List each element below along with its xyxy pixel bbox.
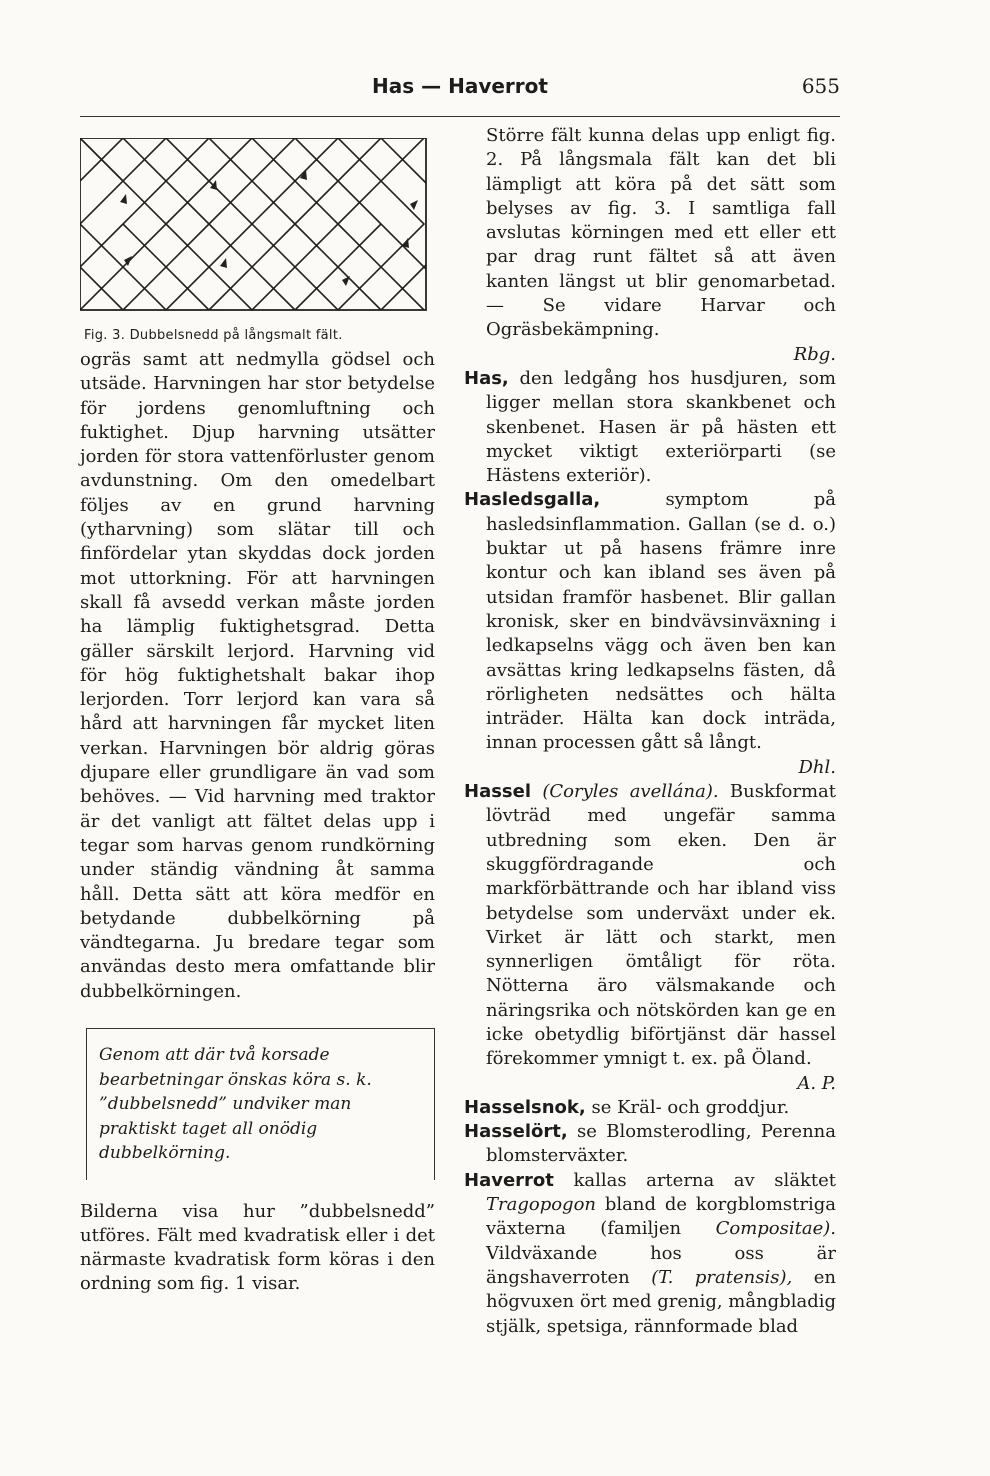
entry-hasledsgalla: [464, 488, 836, 755]
running-title: Has — Haverrot: [372, 74, 548, 98]
entry-has: [464, 367, 836, 488]
dubbelsnedd-paragraph: Bilderna visa hur ”dubbelsnedd” utföres. Fält med kvadratisk eller i det närmaste kvadratisk form köras i den ordning som fig. 1 visar.: [80, 1200, 435, 1295]
note-box: [86, 1028, 435, 1180]
left-column: [80, 124, 435, 1297]
entry-hasselort: [464, 1120, 836, 1169]
entry-hassel: [464, 780, 836, 1072]
haverrot-text-3: Vildväxande hos oss är ängshaverroten: [486, 1242, 836, 1288]
harvning-continuation: [464, 124, 836, 343]
entry-hassel-text: Buskformat lövträd med ungefär samma utbredning som eken. Den är skuggfördragande och markförbättrande och har ibland viss betydelse som underväxt under ek. Virket är lätt och starkt, men synnerligen ömtåligt för röta. Nötterna äro välsmakande och näringsrika och nötskörden kan ge en icke obetydlig biförtjänst där hassel förekommer ymnigt t. ex. på Öland.: [486, 781, 836, 1070]
signature-dhl: Dhl.: [798, 756, 836, 778]
figure-3: [80, 138, 435, 343]
haverrot-species: (T. pratensis),: [651, 1266, 793, 1288]
right-column: [464, 124, 836, 1339]
page-number: 655: [801, 74, 840, 98]
page-header: [80, 74, 840, 104]
haverrot-text-2: bland de korgblomstriga växterna (familjen: [486, 1194, 836, 1240]
headword-haverrot: Haverrot: [464, 1169, 554, 1191]
haverrot-family: Compositae).: [715, 1218, 836, 1240]
signature-rbg: Rbg.: [793, 343, 836, 365]
headword-hasledsgalla: Hasledsgalla,: [464, 489, 601, 511]
figure-caption: Fig. 3. Dubbelsnedd på långsmalt fält.: [84, 328, 343, 343]
signature-ap: A. P.: [797, 1072, 836, 1094]
haverrot-text-1: kallas arterna av släktet: [573, 1169, 836, 1191]
entry-hasselsnok: [464, 1096, 836, 1120]
entry-haverrot: [464, 1169, 836, 1339]
note-box-text: Genom att där två korsade bearbetningar önskas köra s. k. ”dubbelsnedd” undviker man praktiskt taget all onödig dubbelkörning.: [99, 1045, 372, 1164]
entry-has-text: den ledgång hos husdjuren, som ligger mellan stora skankbenet och skenbenet. Hasen är på hästen ett mycket viktigt exteriörparti (se Hästens exteriör).: [486, 367, 836, 487]
headword-hasselsnok: Hasselsnok,: [464, 1096, 586, 1118]
headword-has: Has,: [464, 367, 509, 389]
continuation-text: Större fält kunna delas upp enligt fig. 2. På långsmala fält kan det bli lämpligt att köra på det sätt som belyses av fig. 3. I samtliga fall avslutas körningen med ett eller ett par drag runt fältet så att även kanten längst ut blir genomarbetad. — Se vidare Harvar och Ogräsbekämpning.: [486, 125, 836, 341]
harvning-paragraph: ogräs samt att nedmylla gödsel och utsäde. Harvningen har stor betydelse för jordens genomluftning och fuktighet. Djup harvning utsätter jorden för stora vattenförluster genom avdunstning. Om den omedelbart följes av en grund harvning (ytharvning) som slätar till och finfördelar ytan skyddas dock jorden mot uttorkning. För att harvningen skall få avsedd verkan måste jorden ha lämplig fuktighetsgrad. Detta gäller särskilt lerjord. Harvning vid för hög fuktighetshalt bakar ihop lerjorden. Torr lerjord kan vara så hård att harvningen får mycket liten verkan. Harvningen bör aldrig göras djupare eller grundligare än vad som behöves. — Vid harvning med traktor är det vanligt att fältet delas upp i tegar som harvas genom rundkörning under ständig vändning åt samma håll. Detta sätt att köra medför en betydande dubbelkörning på vändtegarna. Ju bredare tegar som användas desto mera omfattande blir dubbelkörningen.: [80, 349, 435, 1002]
headword-hasselort: Hasselört,: [464, 1121, 568, 1143]
headword-hassel: Hassel: [464, 781, 532, 803]
header-rule: [80, 116, 840, 117]
entry-hasselsnok-text: se Kräl- och groddjur.: [591, 1096, 790, 1118]
dubbelsnedd-diagram: [80, 138, 428, 314]
haverrot-genus: Tragopogon: [486, 1194, 597, 1216]
entry-hasselort-text: se Blomsterodling, Perenna blomsterväxter.: [486, 1121, 836, 1167]
entry-hasledsgalla-text: symptom på hasledsinflammation. Gallan (se d. o.) buktar ut på hasens främre inre kontur och kan ibland ses även på utsidan framför hasbenet. Blir gallan kronisk, sker en bindvävsinväxning i ledkapselns vägg och även ben kan avsättas kring ledkapselns fästen, då rörligheten nedsättes och hälta inträder. Hälta kan dock inträda, innan processen gått så långt.: [486, 489, 836, 754]
haverrot-text-4: en högvuxen ört med grenig, mångbladig stjälk, spetsiga, rännformade blad: [486, 1266, 837, 1337]
hassel-latin-name: (Coryles avellána).: [542, 781, 719, 803]
